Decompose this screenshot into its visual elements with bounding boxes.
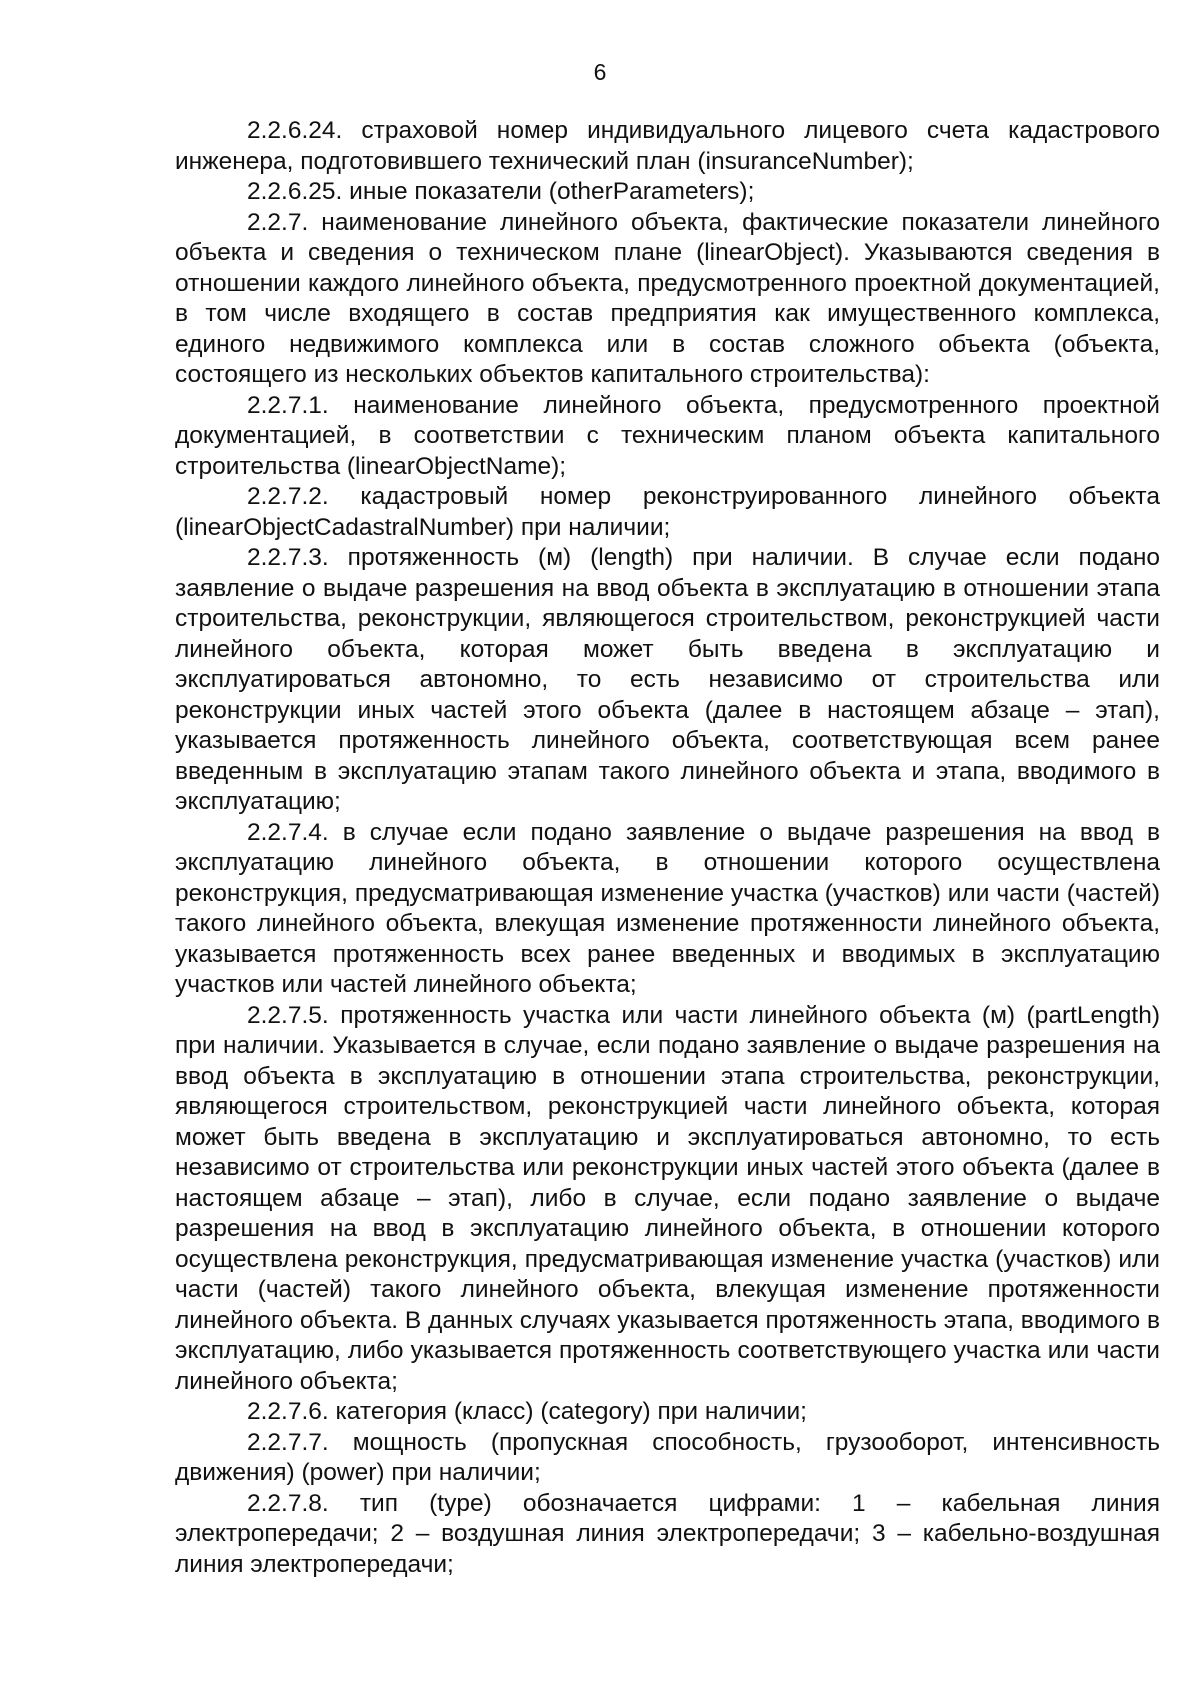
paragraph-2-2-7-5: 2.2.7.5. протяженность участка или части линейного объекта (м) (partLength) при наличии. Указывается в случае, если подано заявление о выдаче разрешения на ввод объекта в эксплуатацию в отношении этапа строительства, реконструкции, являющегося строительством, реконструкцией части линейного объекта, которая может быть введена в эксплуатацию и эксплуатироваться автономно, то есть независимо от строительства или реконструкции иных частей этого объекта (далее в настоящем абзаце – этап), либо в случае, если подано заявление о выдаче разрешения на ввод в эксплуатацию линейного объекта, в отношении которого осуществлена реконструкция, предусматривающая изменение участка (участков) или части (частей) такого линейного объекта, влекущая изменение протяженности линейного объекта. В данных случаях указывается протяженность этапа, вводимого в эксплуатацию, либо указывается протяженность соответствующего участка или части линейного объекта;: [175, 1001, 1160, 1395]
paragraph-2-2-7: 2.2.7. наименование линейного объекта, фактические показатели линейного объекта и сведения о техническом плане (linearObject). Указываются сведения в отношении каждого линейного объекта, предусмотренного проектной документацией, в том числе входящего в состав предприятия как имущественного комплекса, единого недвижимого комплекса или в состав сложного объекта (объекта, состоящего из нескольких объектов капитального строительства):: [175, 208, 1160, 388]
paragraph-2-2-6-24: 2.2.6.24. страховой номер индивидуального лицевого счета кадастрового инженера, подготовившего технический план (insuranceNumber);: [175, 117, 1160, 175]
paragraph-2-2-7-6: 2.2.7.6. категория (класс) (category) при наличии;: [247, 1398, 807, 1425]
paragraph-2-2-7-4: 2.2.7.4. в случае если подано заявление о выдаче разрешения на ввод в эксплуатацию линейного объекта, в отношении которого осуществлена реконструкция, предусматривающая изменение участка (участков) или части (частей) такого линейного объекта, влекущая изменение протяженности линейного объекта, указывается протяженность всех ранее введенных и вводимых в эксплуатацию участков или частей линейного объекта;: [175, 818, 1160, 998]
paragraph-2-2-7-3: 2.2.7.3. протяженность (м) (length) при наличии. В случае если подано заявление о выдаче разрешения на ввод объекта в эксплуатацию в отношении этапа строительства, реконструкции, являющегося строительством, реконструкцией части линейного объекта, которая может быть введена в эксплуатацию и эксплуатироваться автономно, то есть независимо от строительства или реконструкции иных частей этого объекта (далее в настоящем абзаце – этап), указывается протяженность линейного объекта, соответствующая всем ранее введенным в эксплуатацию этапам такого линейного объекта и этапа, вводимого в эксплуатацию;: [175, 544, 1160, 815]
paragraph-2-2-7-1: 2.2.7.1. наименование линейного объекта, предусмотренного проектной документацией, в соответствии с техническим планом объекта капитального строительства (linearObjectName);: [175, 391, 1160, 480]
paragraph-2-2-7-2: 2.2.7.2. кадастровый номер реконструированного линейного объекта (linearObjectCadastralNumber) при наличии;: [175, 483, 1160, 541]
paragraph-2-2-6-25: 2.2.6.25. иные показатели (otherParameters);: [247, 178, 755, 205]
paragraph-2-2-7-8: 2.2.7.8. тип (type) обозначается цифрами: 1 – кабельная линия электропередачи; 2 – воздушная линия электропередачи; 3 – кабельно-воздушная линия электропередачи;: [175, 1489, 1160, 1578]
paragraph-2-2-7-7: 2.2.7.7. мощность (пропускная способность, грузооборот, интенсивность движения) (power) при наличии;: [175, 1428, 1160, 1486]
page-number: 6: [593, 59, 607, 85]
document-body: [175, 116, 1160, 1580]
